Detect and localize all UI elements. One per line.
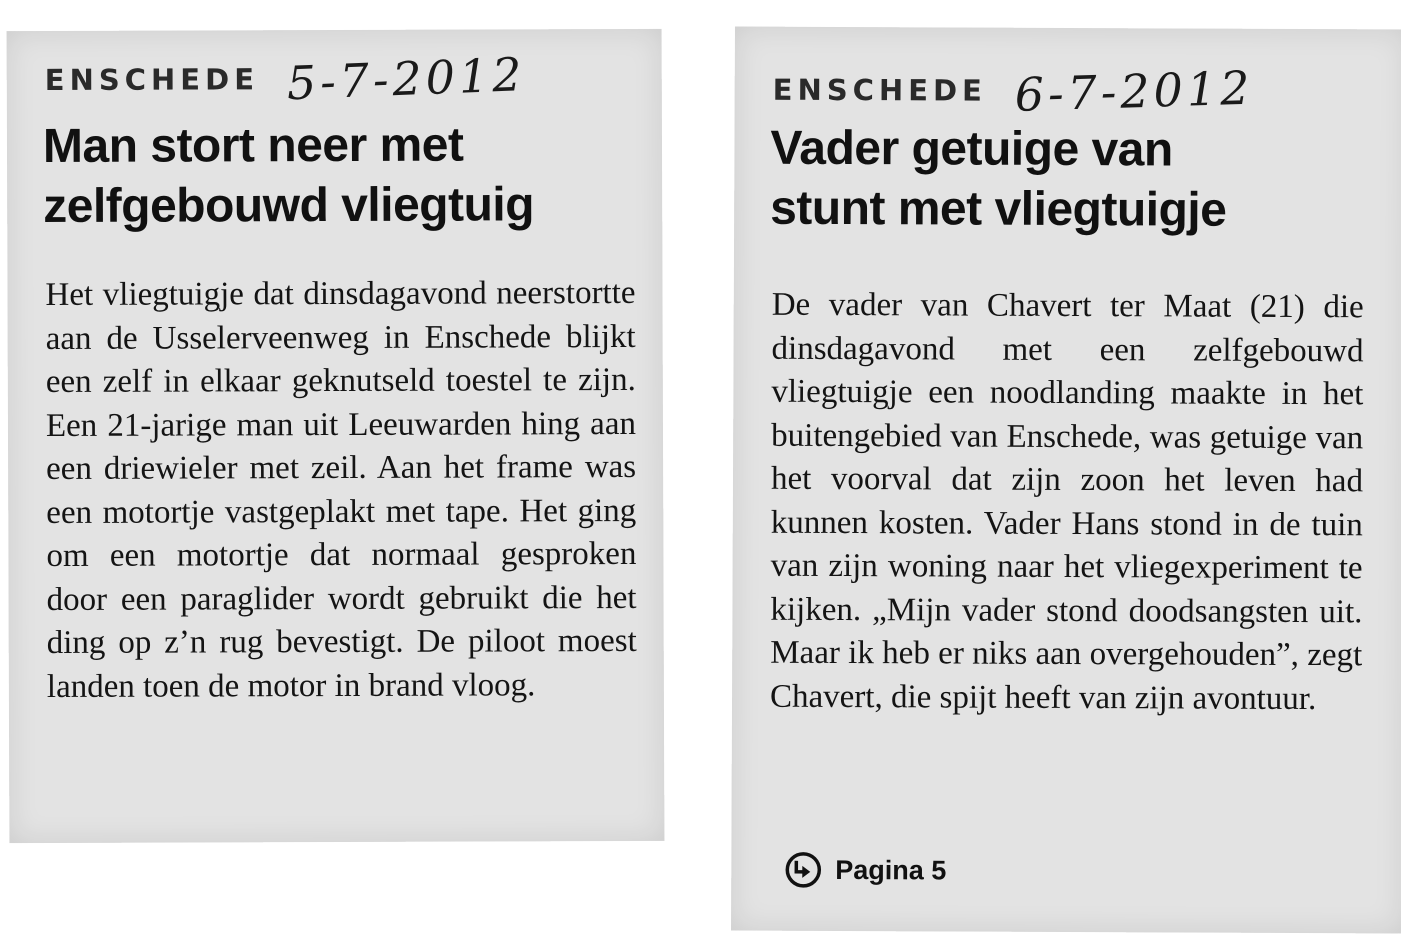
left-headline [43,115,534,237]
right-section-label: ENSCHEDE [772,72,987,108]
right-news-clipping [731,27,1401,934]
left-article-body: Het vliegtuigje dat dinsdagavond neerstortte aan de Usselerveenweg in Enschede blijkt een zelf in elkaar geknutseld toestel te zijn. Een 21-jarige man uit Leeuwarden hing aan een driewieler met zeil. Aan het frame was een motortje vastgeplakt met tape. Het ging om een motortje dat normaal gesproken door een paraglider wordt gebruikt die het ding op z’n rug bevestigt. De piloot moest landen toen de motor in brand vloog. [45,274,637,705]
left-headline-line2: zelfgebouwd vliegtuig [43,178,535,234]
left-section-header [44,47,527,111]
left-section-label: ENSCHEDE [44,62,260,98]
right-section-header [772,60,1255,122]
page-reference-label: Pagina 5 [835,854,947,885]
left-news-clipping [7,29,665,843]
page-reference [783,850,946,891]
left-headline-line1: Man stort neer met [42,118,464,174]
right-handwritten-date: 6-7-2012 [1014,60,1255,122]
arrow-circle-icon [783,850,823,890]
right-headline-line2: stunt met vliegtuigje [770,181,1227,237]
right-headline [770,119,1227,241]
left-handwritten-date: 5-7-2012 [286,47,527,111]
right-article-body: De vader van Chavert ter Maat (21) die dinsdagavond met een zelfgebouwd vliegtuigje een noodlanding maakte in het buitengebied van Enschede, was getuige van het voorval dat zijn zoon het leven had kunnen kosten. Vader Hans stond in de tuin van zijn woning naar het vliegexperiment te kijken. „Mijn vader stond doodsangsten uit. Maar ik heb er niks aan overgehouden”, zegt Chavert, die spijt heeft van zijn avontuur. [769,286,1364,717]
right-headline-line1: Vader getuige van [770,121,1173,177]
